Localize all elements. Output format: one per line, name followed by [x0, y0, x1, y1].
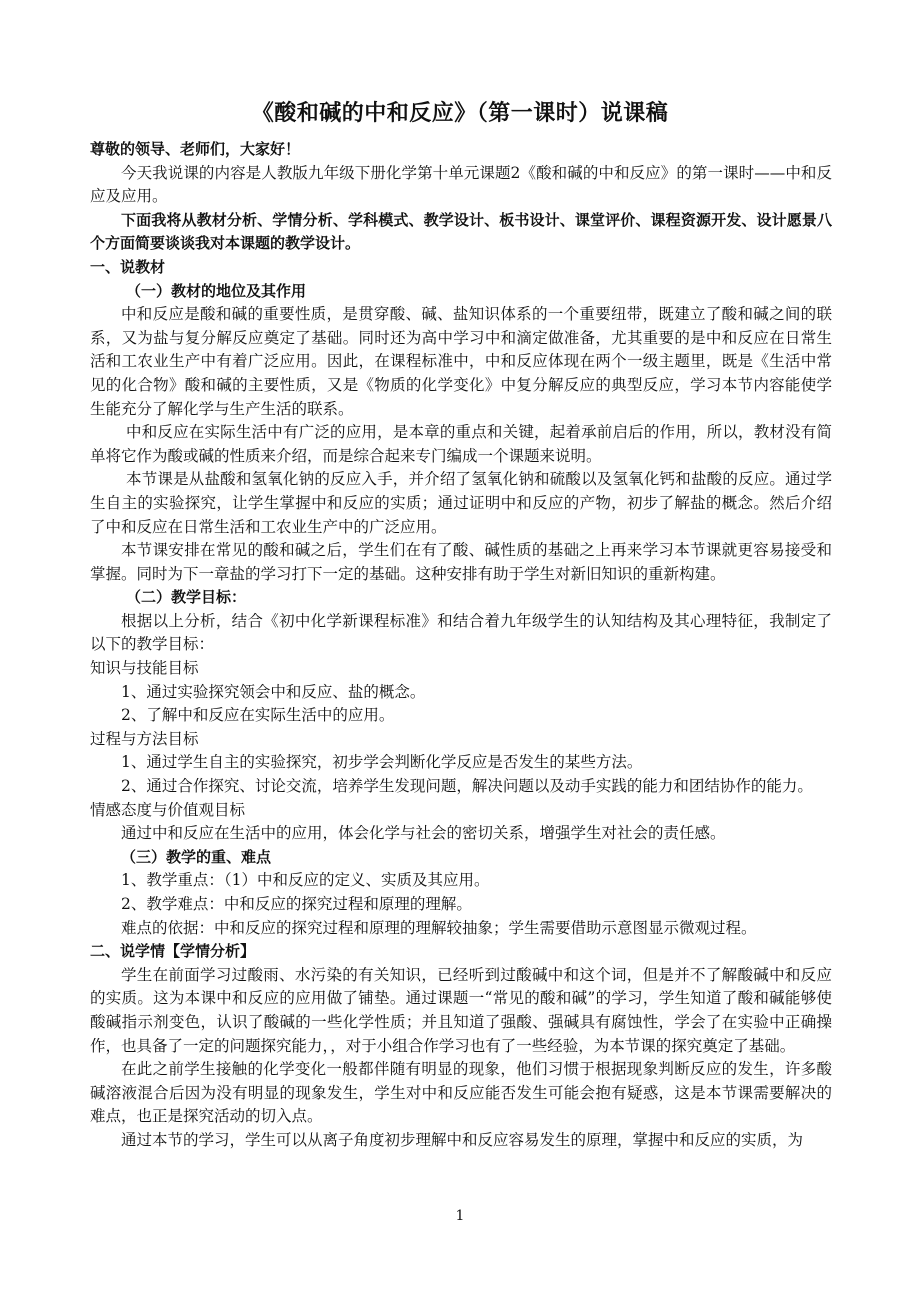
section1-sub1-paragraph: 中和反应是酸和碱的重要性质，是贯穿酸、碱、盐知识体系的一个重要纽带，既建立了酸和碱之间的联系，又为盐与复分解反应奠定了基础。同时还为高中学习中和滴定做准备，尤其重要的是中和反应在日常生活和工农业生产中有着广泛应用。因此，在课程标准中，中和反应体现在两个一级主题里，既是《生活中常见的化合物》酸和碱的主要性质，又是《物质的化学变化》中复分解反应的典型反应，学习本节内容能使学生能充分了解化学与生产生活的联系。	[90, 305, 832, 418]
intro-paragraph: 今天我说课的内容是人教版九年级下册化学第十单元课题2《酸和碱的中和反应》的第一课时——中和反应及应用。	[90, 163, 832, 206]
process-label: 过程与方法目标	[90, 729, 199, 748]
section2-paragraph: 在此之前学生接触的化学变化一般都伴随有明显的现象，他们习惯于根据现象判断反应的发生，许多酸碱溶液混合后因为没有明显的现象发生，学生对中和反应能否发生可能会抱有疑惑，这是本节课需要解决的难点，也正是探究活动的切入点。	[90, 1060, 832, 1126]
emotion-label: 情感态度与价值观目标	[90, 800, 246, 819]
section2-paragraph: 学生在前面学习过酸雨、水污染的有关知识，已经听到过酸碱中和这个词，但是并不了解酸碱中和反应的实质。这为本课中和反应的应用做了铺垫。通过课题一“常见的酸和碱”的学习，学生知道了酸和碱能够使酸碱指示剂变色，认识了酸碱的一些化学性质；并且知道了强酸、强碱具有腐蚀性，学会了在实验中正确操作，也具备了一定的问题探究能力，，对于小组合作学习也有了一些经验，为本节课的探究奠定了基础。	[90, 965, 832, 1055]
section1-sub2-heading: （二）教学目标：	[126, 588, 247, 607]
knowledge-item: 1、通过实验探究领会中和反应、盐的概念。	[121, 682, 426, 701]
key-point-item: 难点的依据：中和反应的探究过程和原理的理解较抽象；学生需要借助示意图显示微观过程。	[121, 918, 757, 937]
section1-sub1-paragraph: 本节课是从盐酸和氢氧化钠的反应入手，并介绍了氢氧化钠和硫酸以及氢氧化钙和盐酸的反应。通过学生自主的实验探究，让学生掌握中和反应的实质；通过证明中和反应的产物，初步了解盐的概念。然后介绍了中和反应在日常生活和工农业生产中的广泛应用。	[90, 470, 832, 536]
section1-sub3-heading: （三）教学的重、难点	[121, 847, 272, 866]
document-title: 《酸和碱的中和反应》（第一课时）说课稿	[251, 101, 669, 126]
section2-paragraph: 通过本节的学习，学生可以从离子角度初步理解中和反应容易发生的原理，掌握中和反应的实质，为	[121, 1130, 804, 1149]
knowledge-item: 2、了解中和反应在实际生活中的应用。	[121, 706, 395, 725]
section1-sub1-paragraph: 中和反应在实际生活中有广泛的应用，是本章的重点和关键，起着承前启后的作用，所以，教材没有简单将它作为酸或碱的性质来介绍，而是综合起来专门编成一个课题来说明。	[90, 423, 832, 465]
process-item: 1、通过学生自主的实验探究，初步学会判断化学反应是否发生的某些方法。	[121, 753, 643, 772]
page-number: 1	[455, 1208, 465, 1224]
greeting: 尊敬的领导、老师们，大家好！	[90, 140, 301, 158]
objectives-intro: 根据以上分析，结合《初中化学新课程标准》和结合着九年级学生的认知结构及其心理特征，我制定了以下的教学目标：	[90, 611, 832, 654]
section1-sub1-paragraph: 本节课安排在常见的酸和碱之后，学生们在有了酸、碱性质的基础之上再来学习本节课就更容易接受和掌握。同时为下一章盐的学习打下一定的基础。这种安排有助于学生对新旧知识的重新构建。	[90, 541, 832, 583]
emotion-text: 通过中和反应在生活中的应用，体会化学与社会的密切关系，增强学生对社会的责任感。	[121, 824, 726, 843]
knowledge-label: 知识与技能目标	[90, 659, 199, 678]
key-point-item: 2、教学难点：中和反应的探究过程和原理的理解。	[121, 895, 472, 913]
process-item: 2、通过合作探究、讨论交流，培养学生发现问题，解决问题以及动手实践的能力和团结协作的能力。	[121, 777, 813, 796]
section1-heading: 一、说教材	[90, 257, 166, 276]
overview-paragraph: 下面我将从教材分析、学情分析、学科模式、教学设计、板书设计、课堂评价、课程资源开发、设计愿景八个方面简要谈谈我对本课题的教学设计。	[90, 210, 832, 253]
document-body	[90, 138, 832, 1153]
section1-sub1-heading: （一）教材的地位及其作用	[126, 281, 307, 300]
section2-heading: 二、说学情【学情分析】	[90, 942, 256, 961]
key-point-item: 1、教学重点：（1）中和反应的定义、实质及其应用。	[121, 871, 490, 890]
